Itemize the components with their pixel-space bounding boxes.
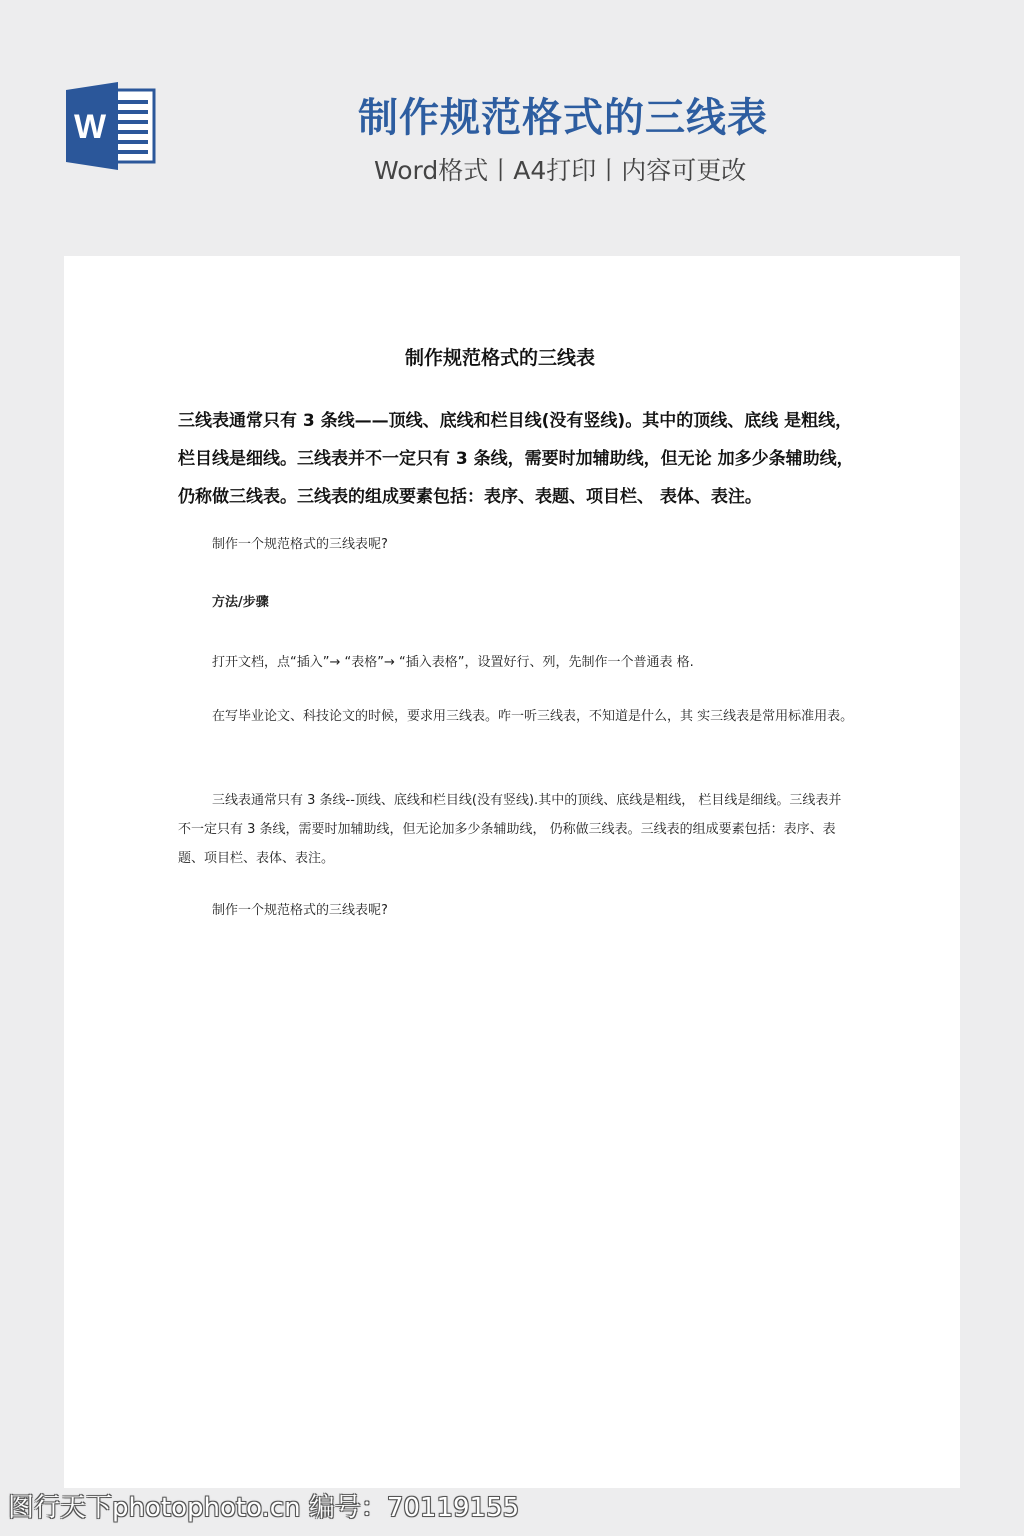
banner-title: 制作规范格式的三线表 <box>358 95 768 141</box>
step-paragraph: 打开文档，点“插入”→ “表格”→ “插入表格”，设置好行、列，先制作一个普通表 格. <box>212 655 694 670</box>
lead-paragraph: 三线表通常只有 3 条线——顶线、底线和栏目线(没有竖线)。其中的顶线、底线 是粗线，栏目线是细线。三线表并不一定只有 3 条线，需要时加辅助线，但无论 加多少条辅助线，仍称做三线表。三线表的组成要素包括：表序、表题、项目栏、 表体、表注。 <box>178 411 854 507</box>
closing-question-paragraph: 制作一个规范格式的三线表呢? <box>212 903 388 918</box>
method-heading: 方法/步骤 <box>212 595 269 610</box>
body-paragraph-1: 在写毕业论文、科技论文的时候，要求用三线表。咋一听三线表，不知道是什么，其 实三线表是常用标准用表。 <box>212 709 854 724</box>
svg-text:W: W <box>73 108 107 146</box>
banner-subtitle: Word格式丨A4打印丨内容可更改 <box>374 156 747 185</box>
watermark-text: 图行天下photophoto.cn 编号：70119155 <box>8 1493 520 1523</box>
question-paragraph: 制作一个规范格式的三线表呢? <box>212 537 388 552</box>
document-page <box>64 256 960 1488</box>
banner-header <box>0 0 1024 256</box>
body-paragraph-2: 三线表通常只有 3 条线--顶线、底线和栏目线(没有竖线).其中的顶线、底线是粗线， 栏目线是细线。三线表并不一定只有 3 条线，需要时加辅助线，但无论加多少条辅助线， 仍称做三线表。三线表的组成要素包括：表序、表题、项目栏、表体、表注。 <box>178 793 842 866</box>
document-title: 制作规范格式的三线表 <box>404 347 595 369</box>
microsoft-word-icon <box>64 80 158 172</box>
